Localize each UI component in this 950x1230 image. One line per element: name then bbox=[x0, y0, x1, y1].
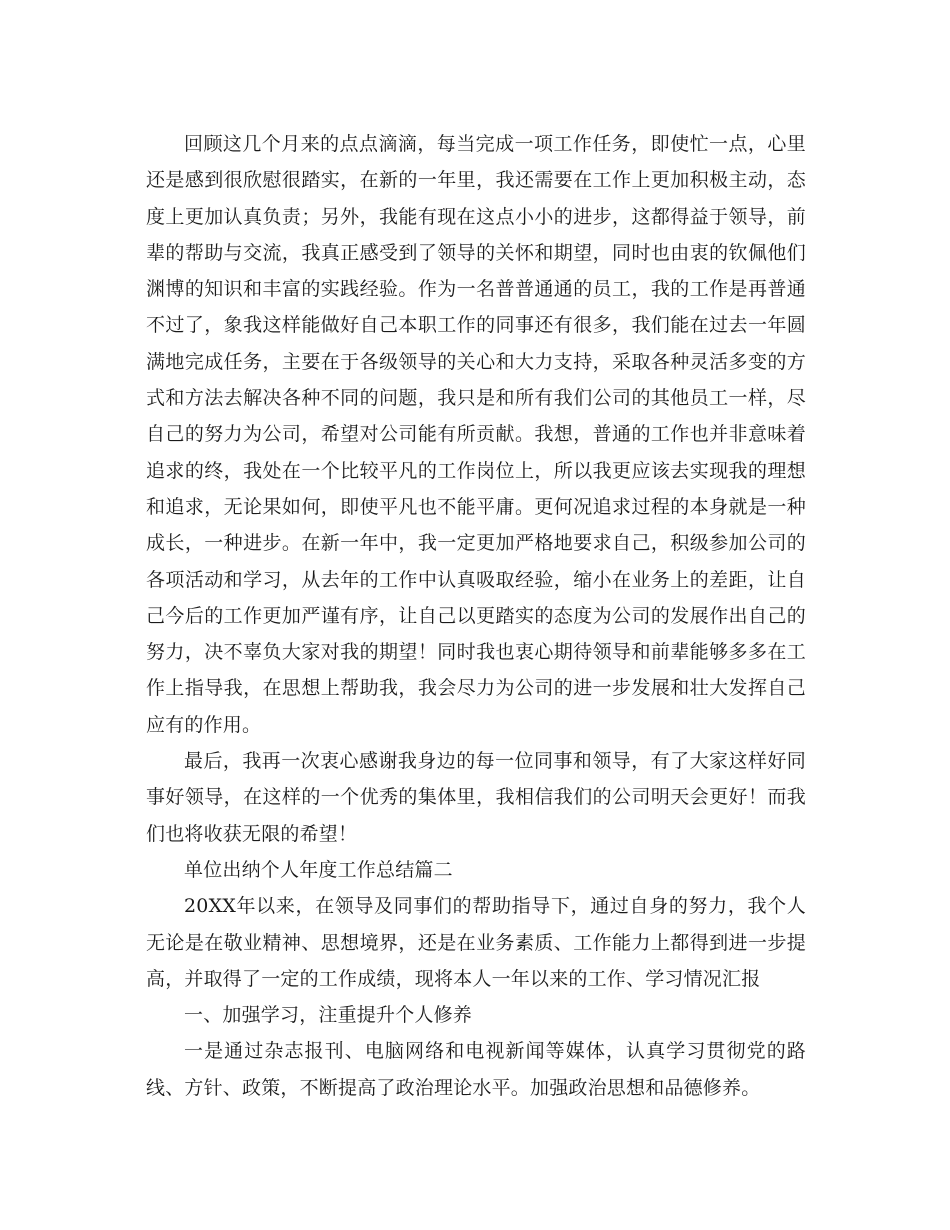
subsection-heading: 一、加强学习，注重提升个人修养 bbox=[184, 1004, 473, 1027]
paragraph-study: 一是通过杂志报刊、电脑网络和电视新闻等媒体，认真学习贯彻党的路线、方针、政策，不断提高了政治理论水平。加强政治思想和品德修养。 bbox=[146, 1040, 806, 1099]
paragraph-thanks: 最后，我再一次衷心感谢我身边的每一位同事和领导，有了大家这样好同事好领导，在这样的一个优秀的集体里，我相信我们的公司明天会更好！而我们也将收获无限的希望！ bbox=[146, 750, 806, 845]
paragraph-reflection: 回顾这几个月来的点点滴滴，每当完成一项工作任务，即使忙一点，心里还是感到很欣慰很踏实，在新的一年里，我还需要在工作上更加积极主动，态度上更加认真负责；另外，我能有现在这点小小的进步，这都得益于领导，前辈的帮助与交流，我真正感受到了领导的关怀和期望，同时也由衷的钦佩他们渊博的知识和丰富的实践经验。作为一名普普通通的员工，我的工作是再普通不过了，象我这样能做好自己本职工作的同事还有很多，我们能在过去一年圆满地完成任务，主要在于各级领导的关心和大力支持，采取各种灵活多变的方式和方法去解决各种不同的问题，我只是和所有我们公司的其他员工一样，尽自己的努力为公司，希望对公司能有所贡献。我想，普通的工作也并非意味着追求的终，我处在一个比较平凡的工作岗位上，所以我更应该去实现我的理想和追求，无论果如何，即使平凡也不能平庸。更何况追求过程的本身就是一种成长，一种进步。在新一年中，我一定更加严格地要求自己，积级参加公司的各项活动和学习，从去年的工作中认真吸取经验，缩小在业务上的差距，让自己今后的工作更加严谨有序，让自己以更踏实的态度为公司的发展作出自己的努力，决不辜负大家对我的期望！同时我也衷心期待领导和前辈能够多多在工作上指导我，在思想上帮助我，我会尽力为公司的进一步发展和壮大发挥自己应有的作用。 bbox=[146, 133, 806, 736]
section-title: 单位出纳个人年度工作总结篇二 bbox=[184, 858, 453, 881]
document-body bbox=[146, 126, 806, 1106]
paragraph-intro: 20XX年以来，在领导及同事们的帮助指导下，通过自身的努力，我个人无论是在敬业精神、思想境界，还是在业务素质、工作能力上都得到进一步提高，并取得了一定的工作成绩，现将本人一年以来的工作、学习情况汇报 bbox=[146, 895, 806, 990]
